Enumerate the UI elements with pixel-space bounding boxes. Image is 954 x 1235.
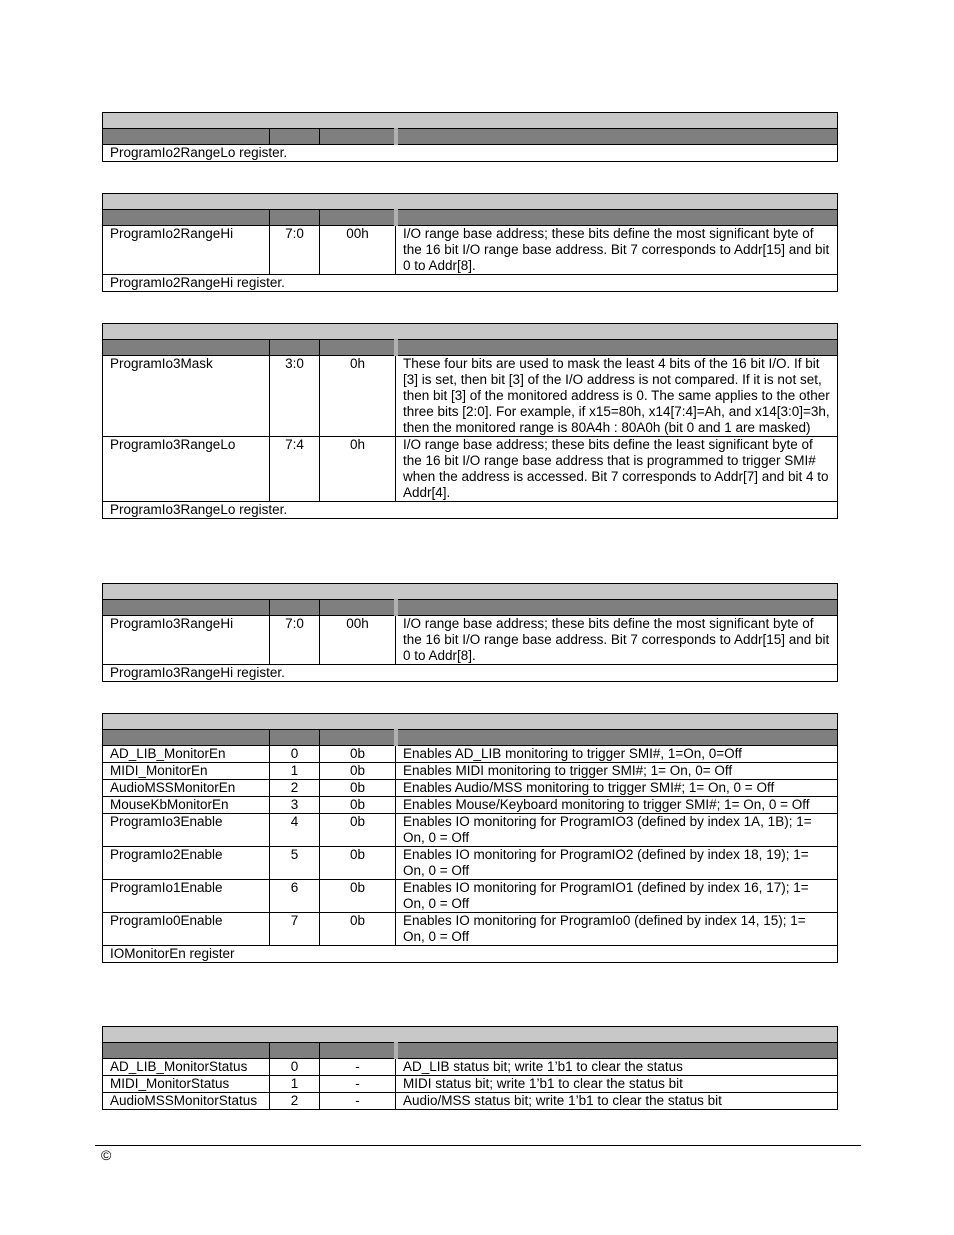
field-default-cell: 0b bbox=[320, 780, 396, 797]
field-name-cell: AudioMSSMonitorEn bbox=[103, 780, 270, 797]
table-title-cell bbox=[103, 584, 838, 600]
header-cell-default bbox=[320, 1043, 396, 1059]
table-row bbox=[103, 746, 838, 763]
field-name-cell: ProgramIo0Enable bbox=[103, 913, 270, 946]
header-cell-name bbox=[103, 1043, 270, 1059]
table-row bbox=[103, 847, 838, 880]
field-name-cell: MIDI_MonitorEn bbox=[103, 763, 270, 780]
register-table-programio2-rangehi bbox=[102, 193, 838, 292]
header-cell-bits bbox=[270, 210, 320, 226]
field-bits-cell: 7:0 bbox=[270, 226, 320, 275]
field-description-cell: Enables MIDI monitoring to trigger SMI#; 1= On, 0= Off bbox=[396, 763, 838, 780]
table-row bbox=[103, 1076, 838, 1093]
field-description-cell: Enables IO monitoring for ProgramIO3 (defined by index 1A, 1B); 1= On, 0 = Off bbox=[396, 814, 838, 847]
register-caption: ProgramIo2RangeHi register. bbox=[103, 275, 838, 292]
register-caption: IOMonitorEn register bbox=[103, 946, 838, 963]
field-description-cell: MIDI status bit; write 1’b1 to clear the status bit bbox=[396, 1076, 838, 1093]
table-title-cell bbox=[103, 194, 838, 210]
header-cell-default bbox=[320, 210, 396, 226]
field-bits-cell: 5 bbox=[270, 847, 320, 880]
field-name-cell: AD_LIB_MonitorEn bbox=[103, 746, 270, 763]
register-caption: ProgramIo2RangeLo register. bbox=[103, 145, 838, 162]
table-header-row bbox=[103, 340, 838, 356]
field-description-cell: I/O range base address; these bits define the most significant byte of the 16 bit I/O range base address. Bit 7 corresponds to Addr[15] and bit 0 to Addr[8]. bbox=[396, 226, 838, 275]
field-bits-cell: 4 bbox=[270, 814, 320, 847]
table-title-cell bbox=[103, 714, 838, 730]
table-header-row bbox=[103, 600, 838, 616]
field-default-cell: 0b bbox=[320, 847, 396, 880]
field-description-cell: Enables IO monitoring for ProgramIO1 (defined by index 16, 17); 1= On, 0 = Off bbox=[396, 880, 838, 913]
table-row bbox=[103, 226, 838, 275]
header-cell-name bbox=[103, 340, 270, 356]
register-table-programio2-rangelo bbox=[102, 112, 838, 162]
field-bits-cell: 7:0 bbox=[270, 616, 320, 665]
register-table-programio3-rangelo bbox=[102, 323, 838, 519]
table-title-cell bbox=[103, 324, 838, 340]
header-cell-name bbox=[103, 730, 270, 746]
field-name-cell: AudioMSSMonitorStatus bbox=[103, 1093, 270, 1110]
table-header-row bbox=[103, 210, 838, 226]
field-default-cell: 0b bbox=[320, 763, 396, 780]
field-bits-cell: 2 bbox=[270, 1093, 320, 1110]
table-row bbox=[103, 913, 838, 946]
field-description-cell: Enables IO monitoring for ProgramIo0 (defined by index 14, 15); 1= On, 0 = Off bbox=[396, 913, 838, 946]
table-title-bar bbox=[103, 1027, 838, 1043]
header-cell-description bbox=[396, 730, 838, 746]
field-default-cell: - bbox=[320, 1076, 396, 1093]
field-default-cell: 0b bbox=[320, 880, 396, 913]
header-cell-default bbox=[320, 600, 396, 616]
table-footer-row bbox=[103, 275, 838, 292]
header-cell-default bbox=[320, 340, 396, 356]
field-default-cell: - bbox=[320, 1093, 396, 1110]
table-row bbox=[103, 356, 838, 437]
header-cell-bits bbox=[270, 1043, 320, 1059]
table-row bbox=[103, 616, 838, 665]
field-default-cell: - bbox=[320, 1059, 396, 1076]
field-description-cell: Enables Mouse/Keyboard monitoring to trigger SMI#; 1= On, 0 = Off bbox=[396, 797, 838, 814]
field-name-cell: ProgramIo2RangeHi bbox=[103, 226, 270, 275]
table-title-bar bbox=[103, 194, 838, 210]
register-table-iomonitoren bbox=[102, 713, 838, 963]
header-cell-bits bbox=[270, 340, 320, 356]
field-description-cell: I/O range base address; these bits define the most significant byte of the 16 bit I/O range base address. Bit 7 corresponds to Addr[15] and bit 0 to Addr[8]. bbox=[396, 616, 838, 665]
header-cell-default bbox=[320, 129, 396, 145]
field-name-cell: ProgramIo3RangeLo bbox=[103, 437, 270, 502]
header-cell-description bbox=[396, 210, 838, 226]
field-default-cell: 0b bbox=[320, 797, 396, 814]
field-description-cell: I/O range base address; these bits define the least significant byte of the 16 bit I/O range base address that is programmed to trigger SMI# when the address is accessed. Bit 7 corresponds to Addr[7] and bit 4 to Addr[4]. bbox=[396, 437, 838, 502]
header-cell-name bbox=[103, 600, 270, 616]
header-cell-description bbox=[396, 340, 838, 356]
table-row bbox=[103, 814, 838, 847]
field-name-cell: ProgramIo3Enable bbox=[103, 814, 270, 847]
field-description-cell: AD_LIB status bit; write 1’b1 to clear the status bbox=[396, 1059, 838, 1076]
header-cell-bits bbox=[270, 730, 320, 746]
field-name-cell: ProgramIo3RangeHi bbox=[103, 616, 270, 665]
table-title-bar bbox=[103, 714, 838, 730]
field-name-cell: MouseKbMonitorEn bbox=[103, 797, 270, 814]
header-cell-description bbox=[396, 1043, 838, 1059]
field-default-cell: 0h bbox=[320, 437, 396, 502]
field-description-cell: These four bits are used to mask the least 4 bits of the 16 bit I/O. If bit [3] is set, then bit [3] of the I/O address is not compared. If it is not set, then bit [3] of the monitored address is 0. The same applies to the other three bits [2:0]. For example, if x15=80h, x14[7:4]=Ah, and x14[3:0]=3h, then the monitored range is 80A4h : 80A0h (bit 0 and 1 are masked) bbox=[396, 356, 838, 437]
register-caption: ProgramIo3RangeLo register. bbox=[103, 502, 838, 519]
field-bits-cell: 1 bbox=[270, 1076, 320, 1093]
table-row bbox=[103, 1093, 838, 1110]
field-bits-cell: 0 bbox=[270, 746, 320, 763]
field-bits-cell: 0 bbox=[270, 1059, 320, 1076]
header-cell-description bbox=[396, 600, 838, 616]
field-description-cell: Enables AD_LIB monitoring to trigger SMI#, 1=On, 0=Off bbox=[396, 746, 838, 763]
field-name-cell: MIDI_MonitorStatus bbox=[103, 1076, 270, 1093]
field-default-cell: 0b bbox=[320, 746, 396, 763]
footer-rule bbox=[95, 1145, 861, 1146]
field-default-cell: 00h bbox=[320, 226, 396, 275]
table-header-row bbox=[103, 1043, 838, 1059]
field-name-cell: ProgramIo1Enable bbox=[103, 880, 270, 913]
table-row bbox=[103, 780, 838, 797]
field-default-cell: 0h bbox=[320, 356, 396, 437]
field-bits-cell: 7:4 bbox=[270, 437, 320, 502]
register-table-programio3-rangehi bbox=[102, 583, 838, 682]
table-row bbox=[103, 437, 838, 502]
field-description-cell: Enables Audio/MSS monitoring to trigger SMI#; 1= On, 0 = Off bbox=[396, 780, 838, 797]
field-default-cell: 0b bbox=[320, 814, 396, 847]
table-title-cell bbox=[103, 113, 838, 129]
field-name-cell: ProgramIo3Mask bbox=[103, 356, 270, 437]
field-bits-cell: 2 bbox=[270, 780, 320, 797]
table-row bbox=[103, 763, 838, 780]
field-name-cell: AD_LIB_MonitorStatus bbox=[103, 1059, 270, 1076]
table-row bbox=[103, 1059, 838, 1076]
field-bits-cell: 3:0 bbox=[270, 356, 320, 437]
table-title-cell bbox=[103, 1027, 838, 1043]
header-cell-bits bbox=[270, 129, 320, 145]
register-caption: ProgramIo3RangeHi register. bbox=[103, 665, 838, 682]
field-description-cell: Audio/MSS status bit; write 1’b1 to clear the status bit bbox=[396, 1093, 838, 1110]
field-bits-cell: 3 bbox=[270, 797, 320, 814]
header-cell-name bbox=[103, 210, 270, 226]
table-footer-row bbox=[103, 145, 838, 162]
table-row bbox=[103, 880, 838, 913]
field-bits-cell: 6 bbox=[270, 880, 320, 913]
table-footer-row bbox=[103, 502, 838, 519]
header-cell-default bbox=[320, 730, 396, 746]
table-title-bar bbox=[103, 113, 838, 129]
copyright-symbol: © bbox=[101, 1147, 112, 1163]
field-default-cell: 00h bbox=[320, 616, 396, 665]
field-description-cell: Enables IO monitoring for ProgramIO2 (defined by index 18, 19); 1= On, 0 = Off bbox=[396, 847, 838, 880]
field-bits-cell: 7 bbox=[270, 913, 320, 946]
table-title-bar bbox=[103, 584, 838, 600]
field-name-cell: ProgramIo2Enable bbox=[103, 847, 270, 880]
table-footer-row bbox=[103, 946, 838, 963]
header-cell-bits bbox=[270, 600, 320, 616]
table-header-row bbox=[103, 129, 838, 145]
table-header-row bbox=[103, 730, 838, 746]
header-cell-name bbox=[103, 129, 270, 145]
header-cell-description bbox=[396, 129, 838, 145]
register-table-iomonitorstatus bbox=[102, 1026, 838, 1110]
table-row bbox=[103, 797, 838, 814]
field-bits-cell: 1 bbox=[270, 763, 320, 780]
field-default-cell: 0b bbox=[320, 913, 396, 946]
table-footer-row bbox=[103, 665, 838, 682]
table-title-bar bbox=[103, 324, 838, 340]
